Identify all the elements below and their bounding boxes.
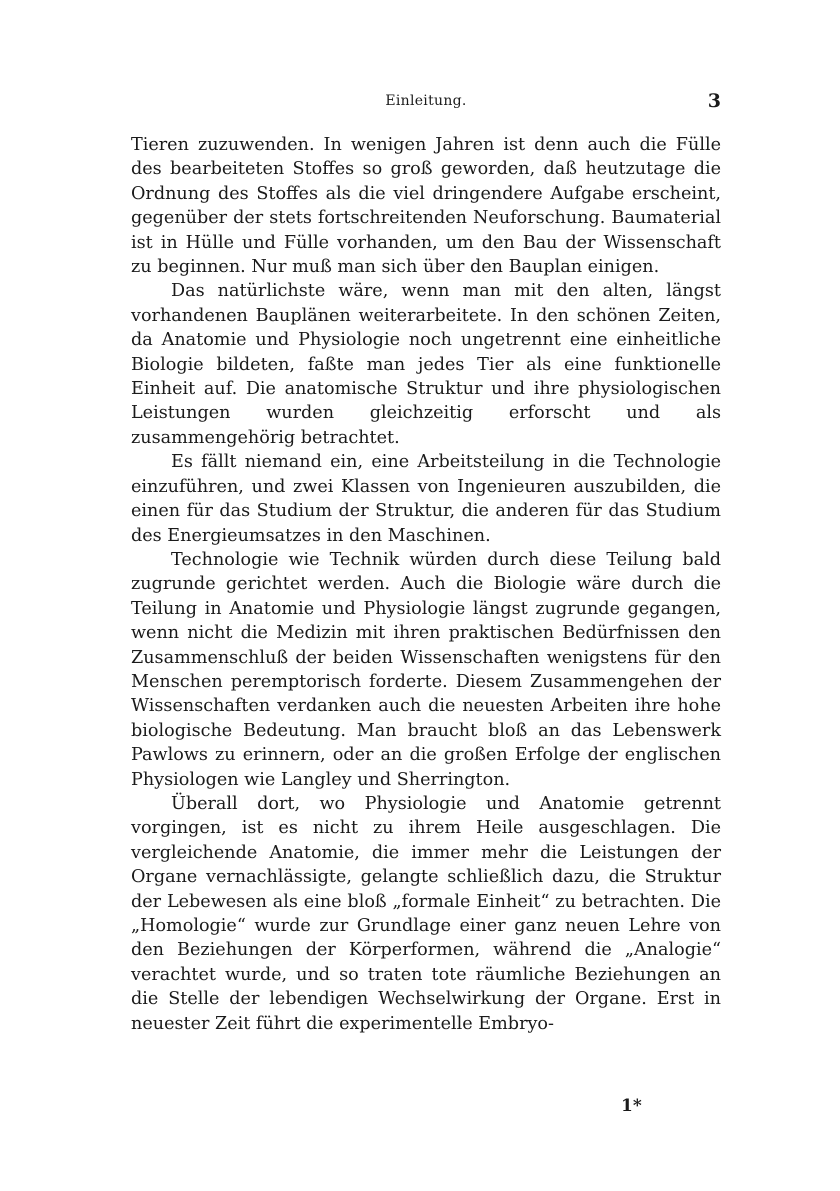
body-text xyxy=(131,133,721,1036)
paragraph-3: Es fällt niemand ein, eine Arbeitsteilung in die Technologie einzuführen, und zwei Klassen von Ingenieuren auszubilden, die einen für das Studium der Struktur, die anderen für das Studium des Energieumsatzes in den Maschinen. xyxy=(131,452,721,546)
running-head xyxy=(131,90,721,114)
paragraph-2: Das natürlichste wäre, wenn man mit den alten, längst vorhandenen Bauplänen weiterarbeitete. In den schönen Zeiten, da Anatomie und Physiologie noch ungetrennt eine einheitliche Biologie bildeten, faßte man jedes Tier als eine funktionelle Einheit auf. Die anatomische Struktur und ihre physiologischen Leistungen wurden gleichzeitig erforscht und als zusammengehörig betrachtet. xyxy=(131,281,721,448)
chapter-title: Einleitung. xyxy=(385,93,467,109)
paragraph-5: Überall dort, wo Physiologie und Anatomie getrennt vorgingen, ist es nicht zu ihrem Heile ausgeschlagen. Die vergleichende Anatomie, die immer mehr die Leistungen der Organe vernachlässigte, gelangte schließlich dazu, die Struktur der Lebewesen als eine bloß „formale Einheit“ zu betrachten. Die „Homologie“ wurde zur Grundlage einer ganz neuen Lehre von den Beziehungen der Körperformen, während die „Analogie“ verachtet wurde, und so traten tote räumliche Beziehungen an die Stelle der lebendigen Wechselwirkung der Organe. Erst in neuester Zeit führt die experimentelle Embryo- xyxy=(131,793,721,1034)
paragraph-4: Technologie wie Technik würden durch diese Teilung bald zugrunde gerichtet werden. Auch die Biologie wäre durch die Teilung in Anatomie und Physiologie längst zugrunde gegangen, wenn nicht die Medizin mit ihren praktischen Bedürfnissen den Zusammenschluß der beiden Wissenschaften wenigstens für den Menschen peremptorisch forderte. Diesem Zusammengehen der Wissenschaften verdanken auch die neuesten Arbeiten ihre hohe biologische Bedeutung. Man braucht bloß an das Lebenswerk Pawlows zu erinnern, oder an die großen Erfolge der englischen Physiologen wie Langley und Sherrington. xyxy=(131,549,721,790)
signature-mark: 1* xyxy=(621,1096,642,1116)
paragraph-1: Tieren zuzuwenden. In wenigen Jahren ist denn auch die Fülle des bearbeiteten Stoffes so groß geworden, daß heutzutage die Ordnung des Stoffes als die viel dringendere Aufgabe erscheint, gegenüber der stets fortschreitenden Neuforschung. Baumaterial ist in Hülle und Fülle vorhanden, um den Bau der Wissenschaft zu beginnen. Nur muß man sich über den Bauplan einigen. xyxy=(131,135,721,278)
page-number: 3 xyxy=(707,90,721,112)
